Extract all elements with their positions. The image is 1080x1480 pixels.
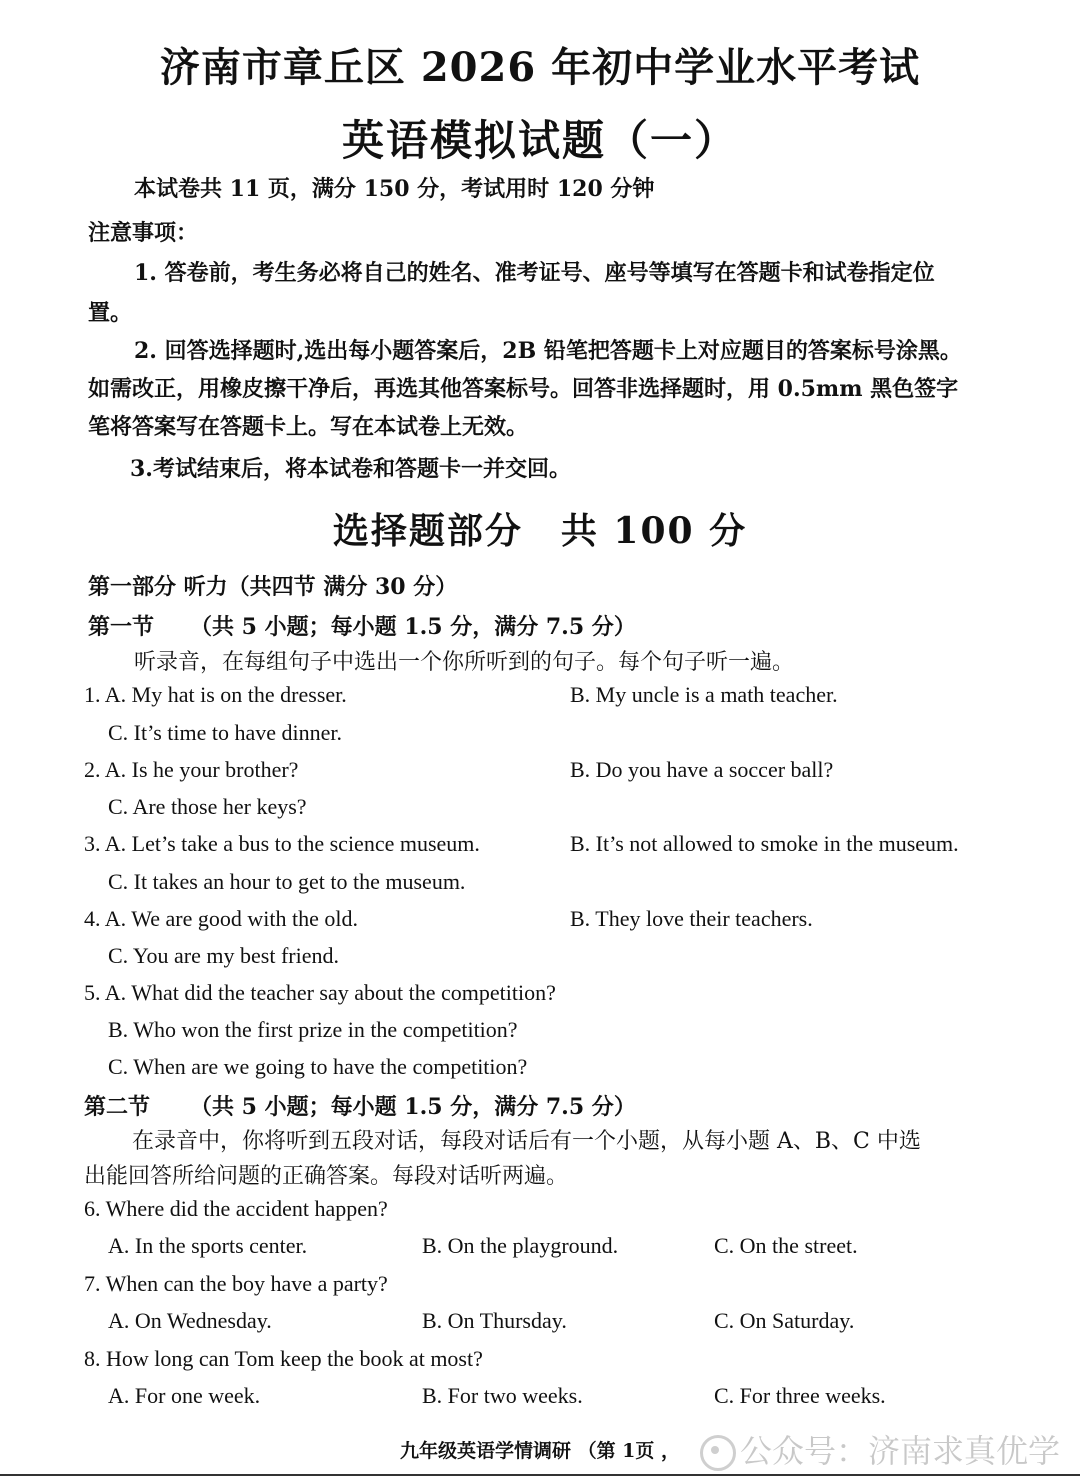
section-title: 选择题部分 共 100 分 (332, 510, 748, 552)
exam-info: 本试卷共 11 页，满分 150 分，考试用时 120 分钟 (134, 176, 655, 202)
q1-option-b: B. My uncle is a math teacher. (570, 682, 838, 707)
q3-option-a: 3. A. Let’s take a bus to the science museum. (84, 831, 480, 856)
part1-sec2-label: 第二节 (84, 1094, 151, 1120)
q2-option-b: B. Do you have a soccer ball? (570, 757, 834, 782)
notice-item-1-line-1: 1. 答卷前，考生务必将自己的姓名、准考证号、座号等填写在答题卡和试卷指定位 (134, 260, 935, 286)
q4-option-a: 4. A. We are good with the old. (84, 906, 359, 931)
q7-option-b: B. On Thursday. (422, 1308, 567, 1333)
q4-option-b: B. They love their teachers. (570, 906, 813, 931)
q7-option-a: A. On Wednesday. (108, 1308, 272, 1333)
part1-sec1-instructions: 听录音，在每组句子中选出一个你所听到的句子。每个句子听一遍。 (134, 650, 795, 675)
q1-option-a: 1. A. My hat is on the dresser. (84, 682, 347, 707)
q5-option-c: C. When are we going to have the competition? (108, 1054, 528, 1079)
q6-option-c: C. On the street. (714, 1233, 858, 1258)
notice-item-2-line-3: 笔将答案写在答题卡上。写在本试卷上无效。 (88, 414, 529, 440)
q1-option-c: C. It’s time to have dinner. (108, 720, 343, 745)
notice-item-3: 3.考试结束后，将本试卷和答题卡一并交回。 (130, 456, 571, 482)
q4-option-c: C. You are my best friend. (108, 943, 339, 968)
q7-stem: 7. When can the boy have a party? (84, 1271, 388, 1296)
q2-option-a: 2. A. Is he your brother? (84, 757, 299, 782)
part1-sec1-info: （共 5 小题；每小题 1.5 分，满分 7.5 分） (190, 614, 636, 640)
q8-stem: 8. How long can Tom keep the book at most? (84, 1346, 483, 1371)
exam-title: 济南市章丘区 2026 年初中学业水平考试 (159, 44, 921, 91)
notice-item-2-line-1: 2. 回答选择题时,选出每小题答案后，2B 铅笔把答题卡上对应题目的答案标号涂黑。 (134, 338, 962, 364)
q2-option-c: C. Are those her keys? (108, 794, 307, 819)
exam-subtitle: 英语模拟试题（一） (341, 116, 738, 165)
q8-option-a: A. For one week. (108, 1383, 261, 1408)
q6-stem: 6. Where did the accident happen? (84, 1196, 388, 1221)
q6-option-a: A. In the sports center. (108, 1233, 308, 1258)
notice-item-1-line-2: 置。 (88, 300, 133, 326)
q3-option-c: C. It takes an hour to get to the museum. (108, 869, 466, 894)
q6-option-b: B. On the playground. (422, 1233, 619, 1258)
q3-option-b: B. It’s not allowed to smoke in the museum. (570, 831, 959, 856)
part1-sec2-info: （共 5 小题；每小题 1.5 分，满分 7.5 分） (190, 1094, 636, 1120)
watermark (700, 1426, 1060, 1472)
q5-option-a: 5. A. What did the teacher say about the competition? (84, 980, 556, 1005)
page-footer: 九年级英语学情调研 （第 1页 ， (399, 1440, 681, 1462)
q5-option-b: B. Who won the first prize in the competition? (108, 1017, 518, 1042)
q8-option-c: C. For three weeks. (714, 1383, 886, 1408)
part1-heading: 第一部分 听力（共四节 满分 30 分） (88, 574, 458, 600)
part1-sec2-instructions-line-1: 在录音中，你将听到五段对话，每段对话后有一个小题，从每小题 A、B、C 中选 (132, 1129, 921, 1154)
page-bottom-edge (0, 1474, 1080, 1476)
watermark-text: 公众号：济南求真优学 (740, 1432, 1061, 1470)
q7-option-c: C. On Saturday. (714, 1308, 855, 1333)
q8-option-b: B. For two weeks. (422, 1383, 583, 1408)
part1-sec1-label: 第一节 (88, 614, 155, 640)
notice-heading: 注意事项： (88, 220, 199, 246)
part1-sec2-instructions-line-2: 出能回答所给问题的正确答案。每段对话听两遍。 (84, 1164, 569, 1189)
notice-item-2-line-2: 如需改正，用橡皮擦干净后，再选其他答案标号。回答非选择题时，用 0.5mm 黑色签字 (88, 376, 959, 402)
wechat-official-icon (700, 1435, 736, 1471)
